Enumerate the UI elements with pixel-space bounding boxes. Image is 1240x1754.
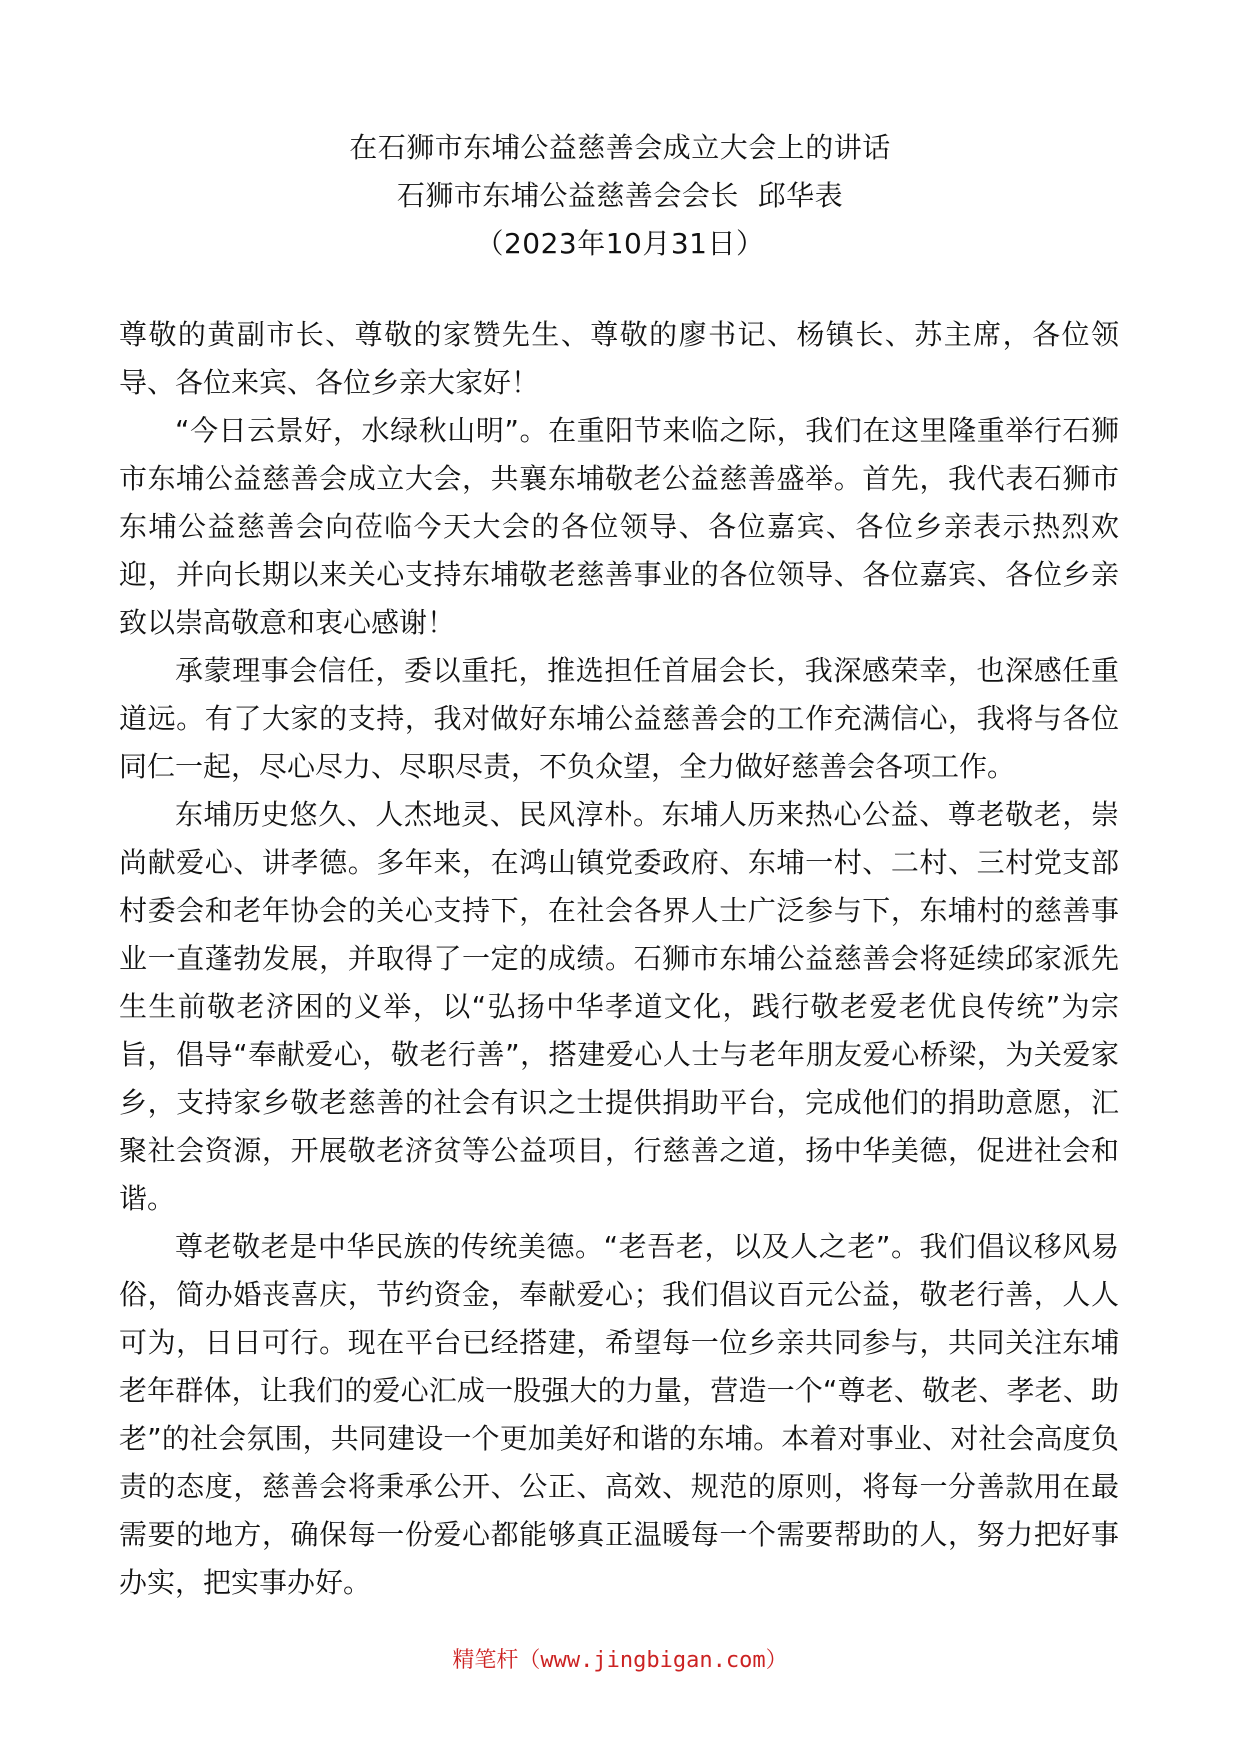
document-title: 在石狮市东埔公益慈善会成立大会上的讲话 [349, 131, 891, 164]
speech-date: （2023年10月31日） [475, 227, 765, 260]
greeting-paragraph: 尊敬的黄副市长、尊敬的家赞先生、尊敬的廖书记、杨镇长、苏主席，各位领导、各位来宾、各位乡亲大家好！ [119, 318, 1119, 399]
body-paragraph-history: 东埔历史悠久、人杰地灵、民风淳朴。东埔人历来热心公益、尊老敬老，崇尚献爱心、讲孝德。多年来，在鸿山镇党委政府、东埔一村、二村、三村党支部村委会和老年协会的关心支持下，在社会各界人士广泛参与下，东埔村的慈善事业一直蓬勃发展，并取得了一定的成绩。石狮市东埔公益慈善会将延续邱家派先生生前敬老济困的义举，以“弘扬中华孝道文化，践行敬老爱老优良传统”为宗旨，倡导“奉献爱心，敬老行善”，搭建爱心人士与老年朋友爱心桥梁，为关爱家乡，支持家乡敬老慈善的社会有识之士提供捐助平台，完成他们的捐助意愿，汇聚社会资源，开展敬老济贫等公益项目，行慈善之道，扬中华美德，促进社会和谐。 [119, 798, 1119, 1215]
body-paragraph-welcome: “今日云景好，水绿秋山明”。在重阳节来临之际，我们在这里隆重举行石狮市东埔公益慈善会成立大会，共襄东埔敬老公益慈善盛举。首先，我代表石狮市东埔公益慈善会向莅临今天大会的各位领导、各位嘉宾、各位乡亲表示热烈欢迎，并向长期以来关心支持东埔敬老慈善事业的各位领导、各位嘉宾、各位乡亲致以崇高敬意和衷心感谢！ [119, 414, 1119, 639]
footer-brand: 精笔杆 [452, 1648, 519, 1673]
speaker-line: 石狮市东埔公益慈善会会长 邱华表 [396, 179, 844, 212]
watermark-footer [0, 1646, 1240, 1676]
document-body [119, 311, 1119, 1607]
document-header [0, 124, 1240, 268]
body-paragraph-appointment: 承蒙理事会信任，委以重托，推选担任首届会长，我深感荣幸，也深感任重道远。有了大家的支持，我对做好东埔公益慈善会的工作充满信心，我将与各位同仁一起，尽心尽力、尽职尽责，不负众望，全力做好慈善会各项工作。 [119, 654, 1119, 783]
footer-url: （www.jingbigan.com） [518, 1648, 788, 1673]
body-paragraph-initiative: 尊老敬老是中华民族的传统美德。“老吾老，以及人之老”。我们倡议移风易俗，简办婚丧喜庆，节约资金，奉献爱心；我们倡议百元公益，敬老行善，人人可为，日日可行。现在平台已经搭建，希望每一位乡亲共同参与，共同关注东埔老年群体，让我们的爱心汇成一股强大的力量，营造一个“尊老、敬老、孝老、助老”的社会氛围，共同建设一个更加美好和谐的东埔。本着对事业、对社会高度负责的态度，慈善会将秉承公开、公正、高效、规范的原则，将每一分善款用在最需要的地方，确保每一份爱心都能够真正温暖每一个需要帮助的人，努力把好事办实，把实事办好。 [119, 1230, 1120, 1599]
